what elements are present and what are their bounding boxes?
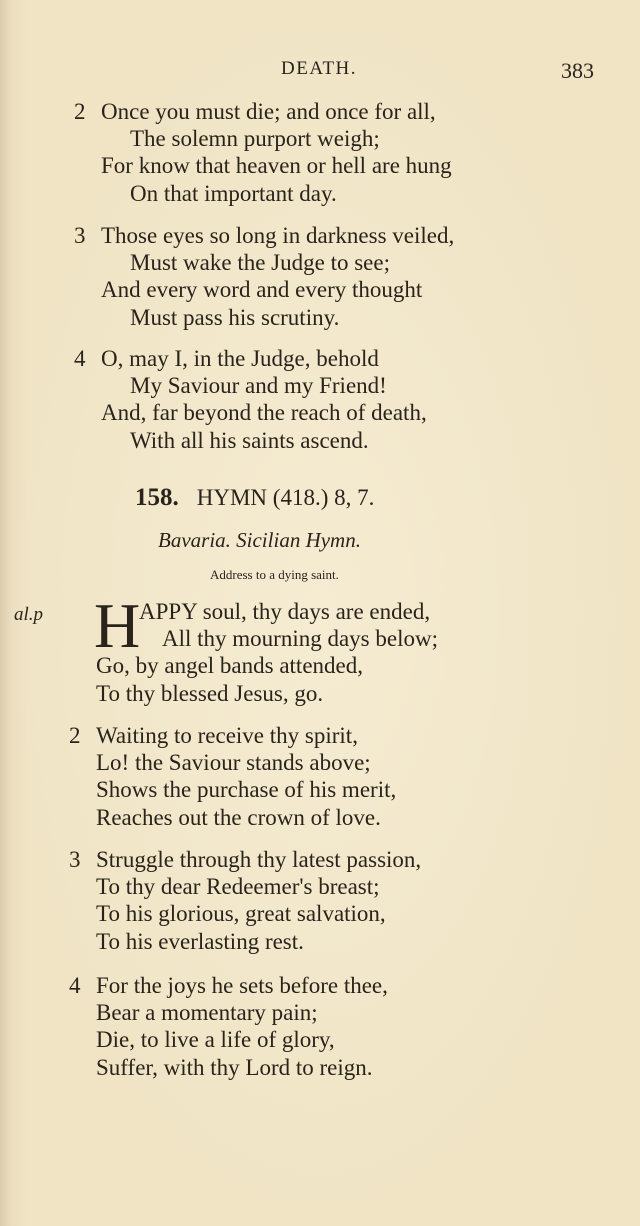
hymn-title: HYMN (418.) 8, 7. [196,485,375,510]
stanza-line-text: For the joys he sets before thee, [96,973,388,998]
hymn-tunes: Bavaria. Sicilian Hymn. [158,528,361,552]
stanza-2-prev [74,98,452,207]
stanza-line-text: Once you must die; and once for all, [101,99,436,124]
stanza-line: Shows the purchase of his merit, [96,777,397,803]
stanza-line: And, far beyond the reach of death, [101,400,427,426]
drop-cap: H [94,590,141,661]
stanza-line-text: Waiting to receive thy spirit, [96,723,358,748]
stanza-line [74,345,427,372]
stanza-line: Die, to live a life of glory, [96,1027,335,1053]
stanza-line: To his everlasting rest. [96,928,304,954]
stanza-line: APPY soul, thy days are ended, [139,599,431,624]
stanza-number: 4 [69,973,81,998]
stanza-3-prev [74,222,455,331]
hymn-stanza-4 [69,972,388,1081]
stanza-line: Go, by angel bands attended, [96,653,363,679]
stanza-line [69,972,388,999]
stanza-line-text: Struggle through thy latest passion, [96,847,422,872]
stanza-number: 3 [74,223,86,248]
hymn-heading [135,484,374,512]
stanza-line: My Saviour and my Friend! [130,373,387,399]
running-header: DEATH. [281,58,358,79]
stanza-number: 3 [69,847,81,872]
page-number: 383 [561,58,594,83]
margin-annotation: al.p [14,604,44,625]
stanza-line: Reaches out the crown of love. [96,804,381,830]
stanza-line: Suffer, with thy Lord to reign. [96,1054,373,1080]
stanza-number: 2 [69,723,81,748]
stanza-line: To his glorious, great salvation, [96,901,386,927]
stanza-number: 2 [74,99,86,124]
stanza-line: Bear a momentary pain; [96,1000,318,1026]
stanza-line [69,846,422,873]
stanza-line: All thy mourning days below; [162,626,438,652]
hymn-stanza-2 [69,722,397,831]
hymn-subtitle: Address to a dying saint. [210,567,339,582]
hymn-number: 158. [135,484,179,511]
stanza-number: 4 [74,346,86,371]
hymn-stanza-1 [96,598,438,707]
stanza-line: To thy dear Redeemer's breast; [96,874,380,900]
stanza-line [74,98,452,125]
stanza-line: And every word and every thought [101,277,423,303]
hymn-stanza-3 [69,846,422,955]
stanza-line: Must wake the Judge to see; [130,250,390,276]
stanza-line: The solemn purport weigh; [130,126,380,152]
stanza-line: To thy blessed Jesus, go. [96,680,324,706]
stanza-4-prev [74,345,427,454]
stanza-line-text: O, may I, in the Judge, behold [101,346,379,371]
stanza-line: On that important day. [130,180,337,206]
stanza-line: With all his saints ascend. [130,427,369,453]
stanza-line [74,222,455,249]
stanza-line: Lo! the Saviour stands above; [96,750,371,776]
stanza-line: For know that heaven or hell are hung [101,153,452,179]
stanza-line-text: Those eyes so long in darkness veiled, [101,223,455,248]
stanza-line [69,722,396,749]
stanza-line: Must pass his scrutiny. [130,304,340,330]
